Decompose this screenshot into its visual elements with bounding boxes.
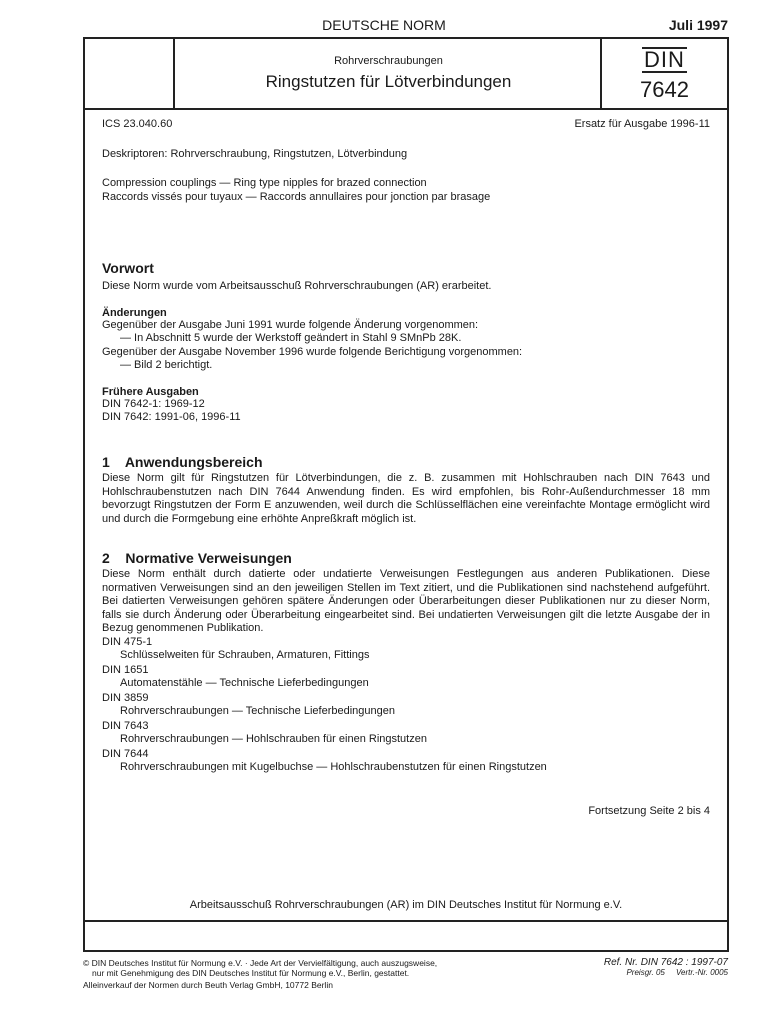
copyright-line-1: © DIN Deutsches Institut für Normung e.V. · Jede Art der Vervielfältigung, auch auszugsweise, [83, 958, 438, 968]
bottom-divider [83, 920, 729, 922]
sales-line: Alleinverkauf der Normen durch Beuth Verlag GmbH, 10772 Berlin [83, 980, 333, 990]
title-english: Compression couplings — Ring type nipples for brazed connection [102, 177, 427, 189]
foreword-text: Diese Norm wurde vom Arbeitsausschuß Rohrverschraubungen (AR) erarbeitet. [102, 280, 492, 292]
standard-type: DEUTSCHE NORM [322, 17, 446, 33]
reference-desc: Schlüsselweiten für Schrauben, Armaturen, Fittings [120, 649, 370, 661]
reference-code: DIN 3859 [102, 691, 149, 704]
changes-2-item: — Bild 2 berichtigt. [120, 359, 213, 371]
changes-heading: Änderungen [102, 306, 167, 319]
changes-1-item: — In Abschnitt 5 wurde der Werkstoff geändert in Stahl 9 SMnPb 28K. [120, 332, 462, 344]
document-subtitle: Rohrverschraubungen [334, 55, 443, 67]
earlier-edition-1: DIN 7642-1: 1969-12 [102, 397, 205, 410]
price-group: Preisgr. 05 [626, 968, 665, 977]
earlier-editions-heading: Frühere Ausgaben [102, 385, 199, 398]
changes-2: Gegenüber der Ausgabe November 1996 wurde folgende Berichtigung vorgenommen: [102, 345, 523, 358]
sales-number: Vertr.-Nr. 0005 [675, 968, 728, 977]
earlier-edition-2: DIN 7642: 1991-06, 1996-11 [102, 411, 241, 423]
reference-desc: Rohrverschraubungen mit Kugelbuchse — Hohlschraubenstutzen für einen Ringstutzen [120, 761, 547, 773]
reference-list [102, 636, 710, 775]
reference-number: Ref. Nr. DIN 7642 : 1997-07 [603, 957, 728, 968]
continuation-note: Fortsetzung Seite 2 bis 4 [588, 805, 710, 817]
section-scope [102, 454, 710, 526]
reference-code: DIN 7643 [102, 719, 149, 732]
document-title: Ringstutzen für Lötverbindungen [265, 72, 512, 91]
copyright-line-2: nur mit Genehmigung des DIN Deutsches Institut für Normung e.V., Berlin, gestattet. [92, 968, 410, 978]
section-1-text: Diese Norm gilt für Ringstutzen für Lötverbindungen, die z. B. zusammen mit Hohlschrauben nach DIN 7643 und Hohlschraubenstutzen nach DIN 7644 Anwendung finden. Es wird empfohlen, bis Rohr-Außendurchmesser 18 mm bevorzugt Ringstutzen der Form E anzuwenden, weil durch die Schlüsselflächen eine vereinfachte Montage ermöglicht wird und durch die Formgebung eine erhöhte Anpreßkraft möglich ist. [102, 472, 710, 525]
reference-desc: Rohrverschraubungen — Technische Lieferbedingungen [120, 705, 395, 717]
reference-code: DIN 475-1 [102, 635, 153, 648]
din-logo [607, 47, 722, 103]
descriptors: Deskriptoren: Rohrverschraubung, Ringstutzen, Lötverbindung [102, 148, 408, 160]
reference-code: DIN 7644 [102, 747, 149, 760]
section-2-heading: 2 Normative Verweisungen [102, 550, 292, 566]
din-number: 7642 [640, 77, 689, 102]
foreword-section [102, 260, 710, 425]
footer-reference [604, 957, 728, 977]
footer-copyright [83, 958, 437, 990]
din-word: DIN [644, 47, 685, 72]
ics-code: ICS 23.040.60 [102, 118, 173, 130]
reference-desc: Rohrverschraubungen — Hohlschrauben für einen Ringstutzen [120, 733, 427, 745]
replaces-edition: Ersatz für Ausgabe 1996-11 [574, 118, 710, 130]
header-divider [83, 108, 729, 110]
committee-line: Arbeitsausschuß Rohrverschraubungen (AR) im DIN Deutsches Institut für Normung e.V. [189, 899, 623, 911]
reference-desc: Automatenstähle — Technische Lieferbedingungen [120, 677, 369, 689]
section-normative-references [102, 550, 710, 775]
foreword-heading: Vorwort [102, 260, 154, 276]
reference-code: DIN 1651 [102, 663, 149, 676]
publication-date: Juli 1997 [668, 17, 728, 33]
title-french: Raccords vissés pour tuyaux — Raccords annullaires pour jonction par brasage [102, 191, 491, 203]
price-info [604, 968, 728, 977]
changes-1: Gegenüber der Ausgabe Juni 1991 wurde folgende Änderung vorgenommen: [102, 318, 479, 331]
section-1-heading: 1 Anwendungsbereich [102, 454, 263, 470]
section-2-text: Diese Norm enthält durch datierte oder undatierte Verweisungen Festlegungen aus anderen Publikationen. Diese normativen Verweisungen sind an den jeweiligen Stellen im Text zitiert, und die Publikationen sind nachstehend aufgeführt. Bei datierten Verweisungen gehören spätere Änderungen oder Überarbeitungen dieser Publikationen nur zu dieser Norm, falls sie durch Änderung oder Überarbeitung eingearbeitet sind. Bei undatierten Verweisungen gilt die letzte Ausgabe der in Bezug genommenen Publikation. [102, 568, 710, 634]
